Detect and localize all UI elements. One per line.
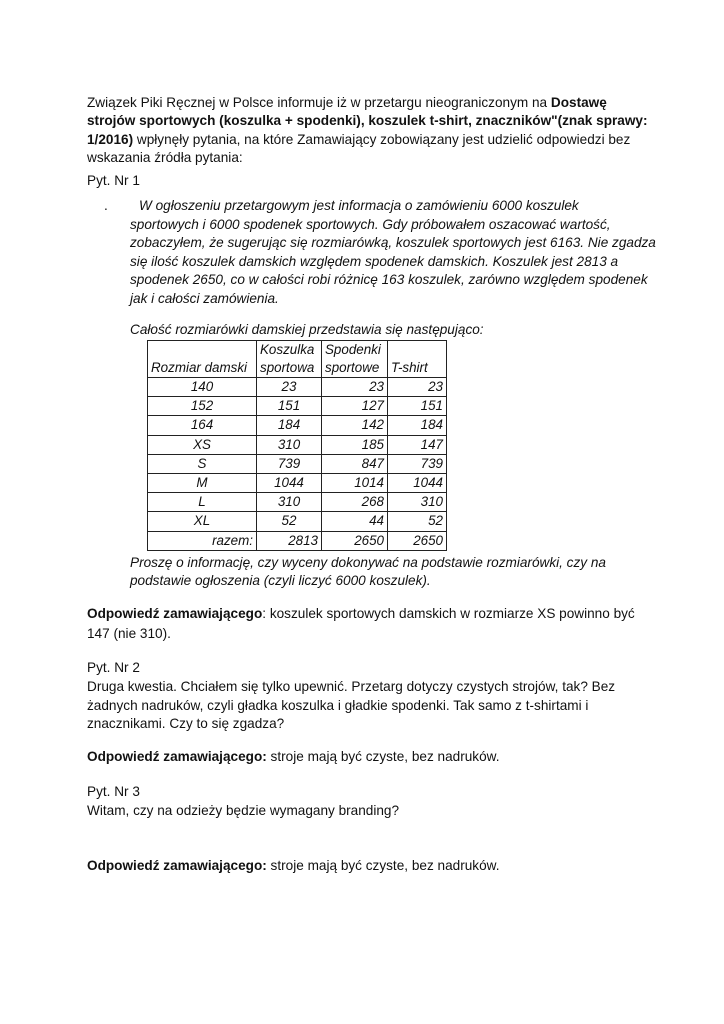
intro-bold: Dostawę <box>550 95 607 110</box>
table-cell: 23 <box>322 378 388 397</box>
table-cell: 1044 <box>388 473 447 492</box>
question-2-line: żadnych nadruków, czyli gładka koszulka i gładkie spodenki. Tak samo z t-shirtami i <box>87 698 589 713</box>
table-row <box>148 473 447 492</box>
answer-label: Odpowiedź zamawiającego: <box>87 858 267 873</box>
header-cell <box>148 341 257 378</box>
table-row <box>148 378 447 397</box>
table-cell: 268 <box>322 493 388 512</box>
table-cell: 23 <box>257 378 322 397</box>
table-cell: 152 <box>148 397 257 416</box>
intro-text: wpłynęły pytania, na które Zamawiający zobowiązany jest udzielić odpowiedzi bez <box>133 132 631 147</box>
intro-line <box>87 94 607 112</box>
bullet: . <box>104 198 108 213</box>
question-1-line: W ogłoszeniu przetargowym jest informacja o zamówieniu 6000 koszulek <box>139 198 579 213</box>
table-row <box>148 397 447 416</box>
answer-1 <box>87 605 635 623</box>
table-cell: 147 <box>388 435 447 454</box>
answer-text: stroje mają być czyste, bez nadruków. <box>266 858 500 873</box>
intro-line <box>87 112 648 130</box>
question-2-label: Pyt. Nr 2 <box>87 660 140 675</box>
table-cell: 184 <box>257 416 322 435</box>
table-cell: 310 <box>257 435 322 454</box>
table-cell: 52 <box>388 512 447 531</box>
table-cell: 44 <box>322 512 388 531</box>
table-cell: 185 <box>322 435 388 454</box>
intro-line <box>87 131 630 149</box>
table-cell: 140 <box>148 378 257 397</box>
question-2-line: znacznikami. Czy to się zgadza? <box>87 716 285 731</box>
header-cell <box>322 341 388 378</box>
question-1-line: jak i całości zamówienia. <box>130 291 279 306</box>
answer-text: stroje mają być czyste, bez nadruków. <box>266 749 500 764</box>
table-cell: 23 <box>388 378 447 397</box>
table-row <box>148 416 447 435</box>
table-cell: 127 <box>322 397 388 416</box>
size-table <box>147 340 447 551</box>
table-cell: XS <box>148 435 257 454</box>
intro-bold: strojów sportowych (koszulka + spodenki), koszulek t-shirt, znaczników"(znak sprawy: <box>87 113 648 128</box>
table-cell: S <box>148 454 257 473</box>
question-1-followup: Proszę o informację, czy wyceny dokonywać na podstawie rozmiarówki, czy na <box>130 555 606 570</box>
table-row <box>148 493 447 512</box>
table-cell: 151 <box>257 397 322 416</box>
table-cell: 184 <box>388 416 447 435</box>
table-row <box>148 435 447 454</box>
table-cell: 2650 <box>388 531 447 550</box>
table-cell: 739 <box>388 454 447 473</box>
table-cell: razem: <box>148 531 257 550</box>
question-3-line: Witam, czy na odzieży będzie wymagany branding? <box>87 803 400 818</box>
header-text: sportowe <box>325 360 380 375</box>
table-cell: 1044 <box>257 473 322 492</box>
table-cell: L <box>148 493 257 512</box>
table-cell: 2813 <box>257 531 322 550</box>
table-cell: XL <box>148 512 257 531</box>
question-1-line: zobaczyłem, że sugerując się rozmiarówką, koszulek sportowych jest 6163. Nie zgadza <box>130 235 656 250</box>
header-text: Rozmiar damski <box>151 360 247 375</box>
header-cell <box>257 341 322 378</box>
header-text: sportowa <box>260 360 315 375</box>
answer-3 <box>87 857 500 875</box>
answer-label: Odpowiedź zamawiającego <box>87 606 263 621</box>
table-cell: 1014 <box>322 473 388 492</box>
table-cell: 142 <box>322 416 388 435</box>
answer-2 <box>87 748 500 766</box>
table-cell: 2650 <box>322 531 388 550</box>
table-cell: 52 <box>257 512 322 531</box>
header-text: T-shirt <box>391 360 428 375</box>
answer-label: Odpowiedź zamawiającego: <box>87 749 267 764</box>
question-2-line: Druga kwestia. Chciałem się tylko upewnić. Przetarg dotyczy czystych strojów, tak? Bez <box>87 679 616 694</box>
table-cell: M <box>148 473 257 492</box>
table-caption: Całość rozmiarówki damskiej przedstawia się następująco: <box>130 322 484 337</box>
table-cell: 739 <box>257 454 322 473</box>
answer-1-line: 147 (nie 310). <box>87 626 171 641</box>
table-cell: 151 <box>388 397 447 416</box>
question-1-label: Pyt. Nr 1 <box>87 173 140 188</box>
table-row <box>148 512 447 531</box>
intro-text: Związek Piki Ręcznej w Polsce informuje iż w przetargu nieograniczonym na <box>87 95 551 110</box>
table-row <box>148 531 447 550</box>
question-3-label: Pyt. Nr 3 <box>87 784 140 799</box>
table-cell: 164 <box>148 416 257 435</box>
header-text: Koszulka <box>260 342 315 357</box>
answer-text: : koszulek sportowych damskich w rozmiarze XS powinno być <box>262 606 635 621</box>
table-header-row <box>148 341 447 378</box>
question-1-line: się ilość koszulek damskich względem spodenek damskich. Koszulek jest 2813 a <box>130 254 619 269</box>
intro-line: wskazania źródła pytania: <box>87 150 243 165</box>
table-cell: 847 <box>322 454 388 473</box>
intro-bold: 1/2016) <box>87 132 134 147</box>
question-1-line: spodenek 2650, co w całości robi różnicę 163 koszulek, zarówno względem spodenek <box>130 272 648 287</box>
question-1-followup: podstawie ogłoszenia (czyli liczyć 6000 koszulek). <box>130 573 431 588</box>
question-1-line: sportowych i 6000 spodenek sportowych. Gdy próbowałem oszacować wartość, <box>130 217 611 232</box>
table-cell: 310 <box>257 493 322 512</box>
header-text: Spodenki <box>325 342 381 357</box>
header-cell <box>388 341 447 378</box>
table-cell: 310 <box>388 493 447 512</box>
table-row <box>148 454 447 473</box>
